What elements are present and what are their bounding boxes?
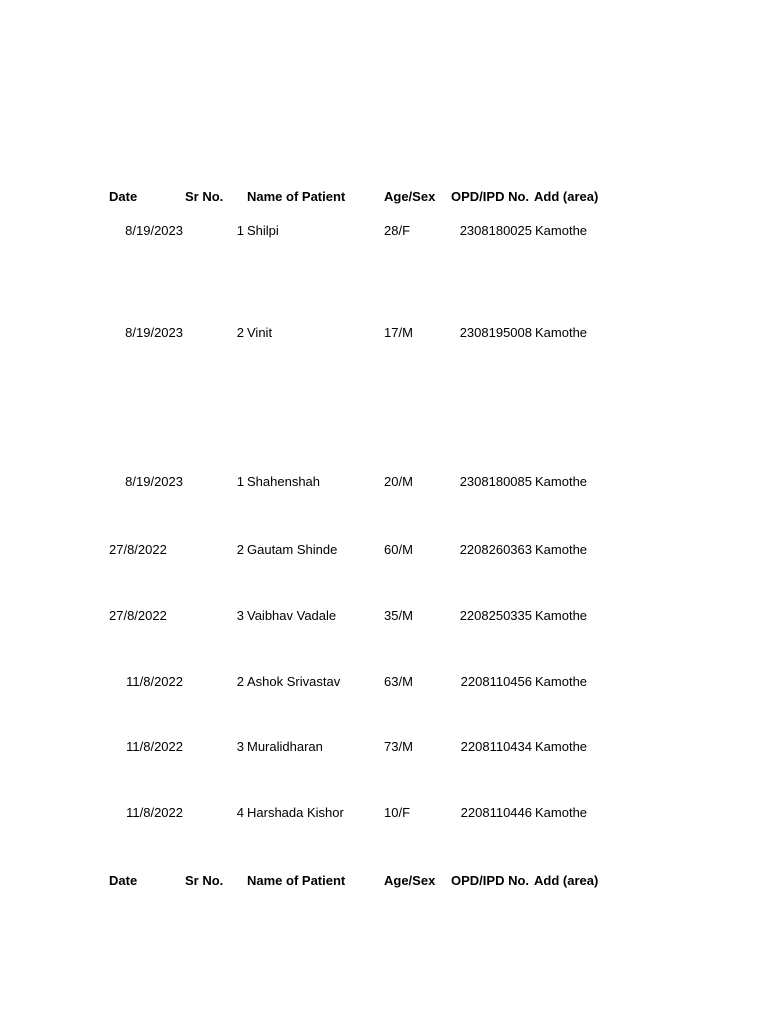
row-opd-ipd-no: 2308195008 [459,325,532,340]
row-patient-name: Shahenshah [247,474,321,489]
row-date: 8/19/2023 [125,325,183,340]
row-date: 27/8/2022 [109,608,167,623]
header-name-of-patient: Name of Patient [247,189,346,204]
row-date: 11/8/2022 [126,739,183,754]
row-sr-no: 2 [236,674,244,689]
header-opd-ipd-no: OPD/IPD No. [451,189,530,204]
row-area: Kamothe [535,223,588,238]
row-age-sex: 63/M [384,674,413,689]
row-date: 11/8/2022 [126,674,183,689]
row-age-sex: 60/M [384,542,413,557]
table-header-repeat [0,871,768,891]
row-area: Kamothe [535,739,588,754]
header-sr-no: Sr No. [185,873,224,888]
header-address: Add (area) [534,873,599,888]
table-row [0,803,768,823]
header-name-of-patient: Name of Patient [247,873,346,888]
row-patient-name: Shilpi [247,223,279,238]
row-area: Kamothe [535,608,588,623]
row-sr-no: 2 [236,542,244,557]
row-sr-no: 3 [236,608,244,623]
table-row [0,737,768,757]
row-opd-ipd-no: 2208110434 [460,739,532,754]
header-date: Date [109,189,138,204]
header-address: Add (area) [534,189,599,204]
row-patient-name: Gautam Shinde [247,542,338,557]
row-age-sex: 20/M [384,474,413,489]
row-date: 8/19/2023 [125,474,183,489]
table-row [0,221,768,241]
row-age-sex: 10/F [384,805,411,820]
row-patient-name: Ashok Srivastav [247,674,341,689]
row-patient-name: Vinit [247,325,273,340]
row-date: 27/8/2022 [109,542,167,557]
row-sr-no: 1 [236,474,244,489]
row-sr-no: 2 [236,325,244,340]
table-row [0,323,768,343]
row-patient-name: Harshada Kishor [247,805,344,820]
row-sr-no: 3 [236,739,244,754]
row-date: 11/8/2022 [126,805,183,820]
row-age-sex: 17/M [384,325,413,340]
row-area: Kamothe [535,325,588,340]
header-opd-ipd-no: OPD/IPD No. [451,873,530,888]
table-row [0,472,768,492]
table-row [0,606,768,626]
row-opd-ipd-no: 2208250335 [459,608,532,623]
row-patient-name: Muralidharan [247,739,323,754]
row-age-sex: 73/M [384,739,413,754]
row-date: 8/19/2023 [125,223,183,238]
row-age-sex: 28/F [384,223,411,238]
table-row [0,672,768,692]
header-age-sex: Age/Sex [384,873,436,888]
row-opd-ipd-no: 2208110446 [460,805,532,820]
header-sr-no: Sr No. [185,189,224,204]
row-opd-ipd-no: 2308180025 [459,223,532,238]
row-age-sex: 35/M [384,608,413,623]
row-area: Kamothe [535,805,588,820]
row-patient-name: Vaibhav Vadale [247,608,337,623]
table-row [0,540,768,560]
row-opd-ipd-no: 2208260363 [459,542,532,557]
row-area: Kamothe [535,542,588,557]
table-header [0,187,768,207]
row-sr-no: 4 [236,805,244,820]
header-age-sex: Age/Sex [384,189,436,204]
header-date: Date [109,873,138,888]
row-area: Kamothe [535,674,588,689]
row-opd-ipd-no: 2308180085 [459,474,532,489]
row-opd-ipd-no: 2208110456 [460,674,532,689]
row-area: Kamothe [535,474,588,489]
row-sr-no: 1 [236,223,244,238]
